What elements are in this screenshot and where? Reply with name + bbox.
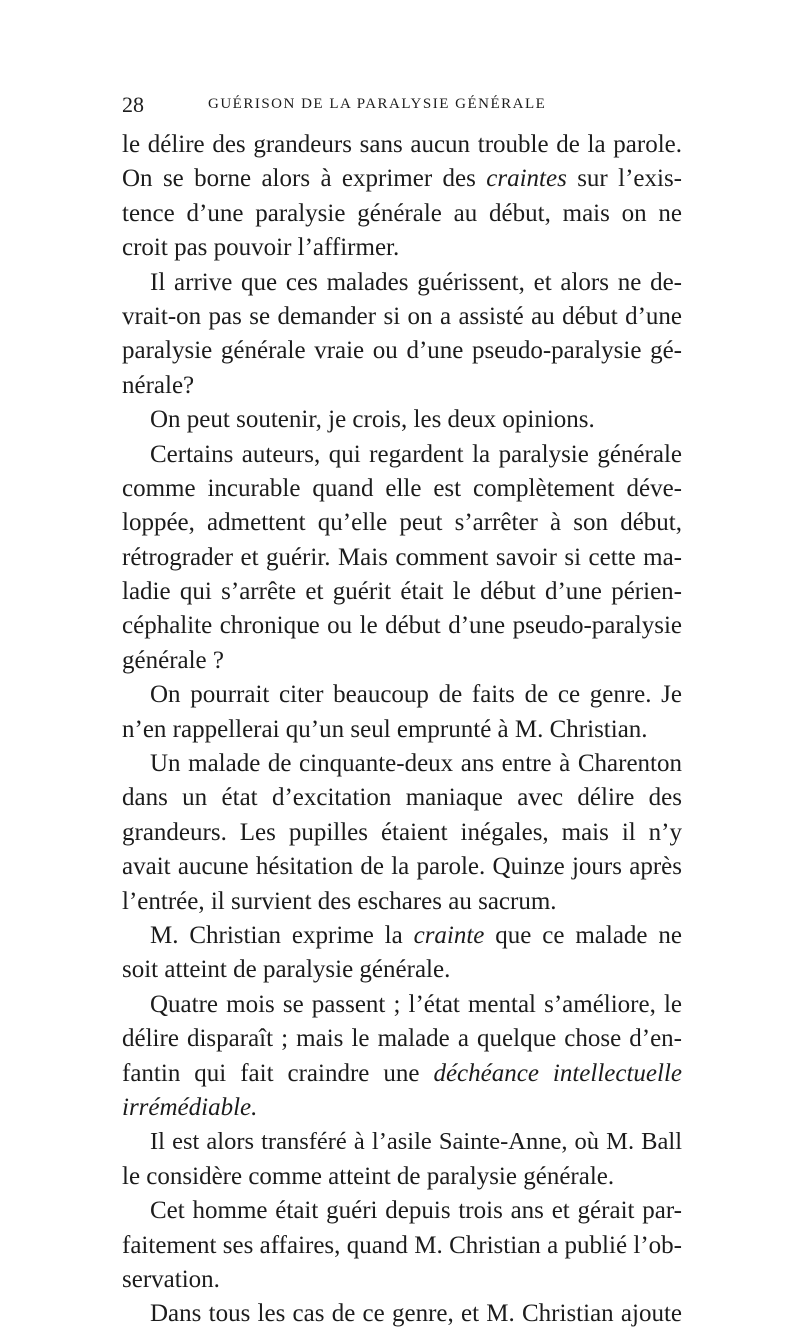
text-line bbox=[122, 988, 682, 1022]
text-segment: le délire des grandeurs sans aucun trouble de la parole. bbox=[122, 131, 682, 158]
text-line bbox=[122, 472, 682, 506]
text-line bbox=[122, 919, 682, 953]
text-segment: fantin qui fait craindre une bbox=[122, 1059, 434, 1087]
text-segment: On se borne alors à exprimer des bbox=[122, 165, 487, 193]
text-segment: l’entrée, il survient des eschares au sacrum. bbox=[122, 887, 557, 915]
text-segment: Dans tous les cas de ce genre, et M. Christian ajoute bbox=[150, 1300, 682, 1328]
text-segment: Un malade de cinquante-deux ans entre à Charenton bbox=[150, 750, 682, 778]
text-segment: ladie qui s’arrête et guérit était le début d’une périen- bbox=[122, 578, 682, 606]
text-segment: grandeurs. Les pupilles étaient inégales, mais il n’y bbox=[122, 818, 682, 846]
text-segment: Cet homme était guéri depuis trois ans et gérait par- bbox=[150, 1197, 682, 1225]
text-line bbox=[122, 403, 682, 437]
page-number: 28 bbox=[122, 92, 144, 117]
text-line bbox=[122, 128, 682, 162]
text-line bbox=[122, 1057, 682, 1091]
text-segment: générale ? bbox=[122, 646, 225, 674]
page-header bbox=[122, 92, 592, 118]
text-segment: que ce malade ne bbox=[484, 921, 682, 949]
text-line bbox=[122, 678, 682, 712]
text-line bbox=[122, 266, 682, 300]
text-segment: M. Christian exprime la bbox=[150, 921, 414, 949]
text-line bbox=[122, 1022, 682, 1056]
text-segment: faitement ses affaires, quand M. Christian a publié l’ob- bbox=[122, 1231, 682, 1259]
text-line bbox=[122, 713, 682, 747]
text-line bbox=[122, 1160, 682, 1194]
italic-text: déchéance intellectuelle bbox=[433, 1059, 682, 1087]
text-line bbox=[122, 609, 682, 643]
text-line bbox=[122, 300, 682, 334]
text-segment: vrait-on pas se demander si on a assisté au début d’une bbox=[122, 302, 682, 330]
text-line bbox=[122, 334, 682, 368]
text-line bbox=[122, 816, 682, 850]
text-line bbox=[122, 953, 682, 987]
text-segment: nérale? bbox=[122, 371, 195, 399]
text-segment: le considère comme atteint de paralysie générale. bbox=[122, 1162, 615, 1190]
text-line bbox=[122, 197, 682, 231]
text-segment: croit pas pouvoir l’affirmer. bbox=[122, 234, 400, 262]
text-segment: On peut soutenir, je crois, les deux opinions. bbox=[150, 406, 595, 434]
text-line bbox=[122, 1125, 682, 1159]
text-line bbox=[122, 369, 682, 403]
text-segment: avait aucune hésitation de la parole. Quinze jours après bbox=[122, 853, 682, 881]
text-line bbox=[122, 506, 682, 540]
italic-text: craintes bbox=[486, 165, 567, 193]
text-segment: comme incurable quand elle est complètement déve- bbox=[122, 474, 682, 502]
text-line bbox=[122, 231, 682, 265]
text-line bbox=[122, 1229, 682, 1263]
text-segment: n’en rappellerai qu’un seul emprunté à M. Christian. bbox=[122, 715, 648, 743]
text-line bbox=[122, 1263, 682, 1297]
text-segment: sur l’exis- bbox=[566, 165, 683, 193]
text-segment: soit atteint de paralysie générale. bbox=[122, 956, 451, 984]
text-segment: tence d’une paralysie générale au début, mais on ne bbox=[122, 199, 682, 227]
text-segment: paralysie générale vraie ou d’une pseudo-paralysie gé- bbox=[122, 337, 682, 365]
text-segment: Il est alors transféré à l’asile Sainte-Anne, où M. Ball bbox=[150, 1128, 682, 1156]
italic-text: crainte bbox=[413, 921, 485, 949]
text-segment: Quatre mois se passent ; l’état mental s’améliore, le bbox=[150, 990, 682, 1018]
text-line bbox=[122, 1091, 682, 1125]
text-line bbox=[122, 1297, 682, 1331]
text-line bbox=[122, 1194, 682, 1228]
text-segment: Certains auteurs, qui regardent la paralysie générale bbox=[150, 440, 682, 468]
text-line bbox=[122, 781, 682, 815]
text-line bbox=[122, 850, 682, 884]
text-line bbox=[122, 541, 682, 575]
text-segment: rétrograder et guérir. Mais comment savoir si cette ma- bbox=[122, 543, 682, 571]
text-segment: Il arrive que ces malades guérissent, et alors ne de- bbox=[150, 268, 682, 296]
text-segment: délire disparaît ; mais le malade a quelque chose d’en- bbox=[122, 1025, 682, 1053]
italic-text: irrémédiable. bbox=[122, 1093, 258, 1121]
body-text bbox=[122, 128, 682, 1332]
text-segment: loppée, admettent qu’elle peut s’arrêter à son début, bbox=[122, 509, 682, 537]
text-segment: céphalite chronique ou le début d’une pseudo-paralysie bbox=[122, 612, 682, 640]
text-segment: servation. bbox=[122, 1265, 220, 1293]
text-line bbox=[122, 438, 682, 472]
text-line bbox=[122, 575, 682, 609]
running-title: GUÉRISON DE LA PARALYSIE GÉNÉRALE bbox=[208, 96, 547, 112]
text-segment: dans un état d’excitation maniaque avec délire des bbox=[122, 784, 682, 812]
text-segment: On pourrait citer beaucoup de faits de ce genre. Je bbox=[150, 681, 682, 709]
text-line bbox=[122, 747, 682, 781]
text-line bbox=[122, 162, 682, 196]
text-line bbox=[122, 644, 682, 678]
text-line bbox=[122, 885, 682, 919]
